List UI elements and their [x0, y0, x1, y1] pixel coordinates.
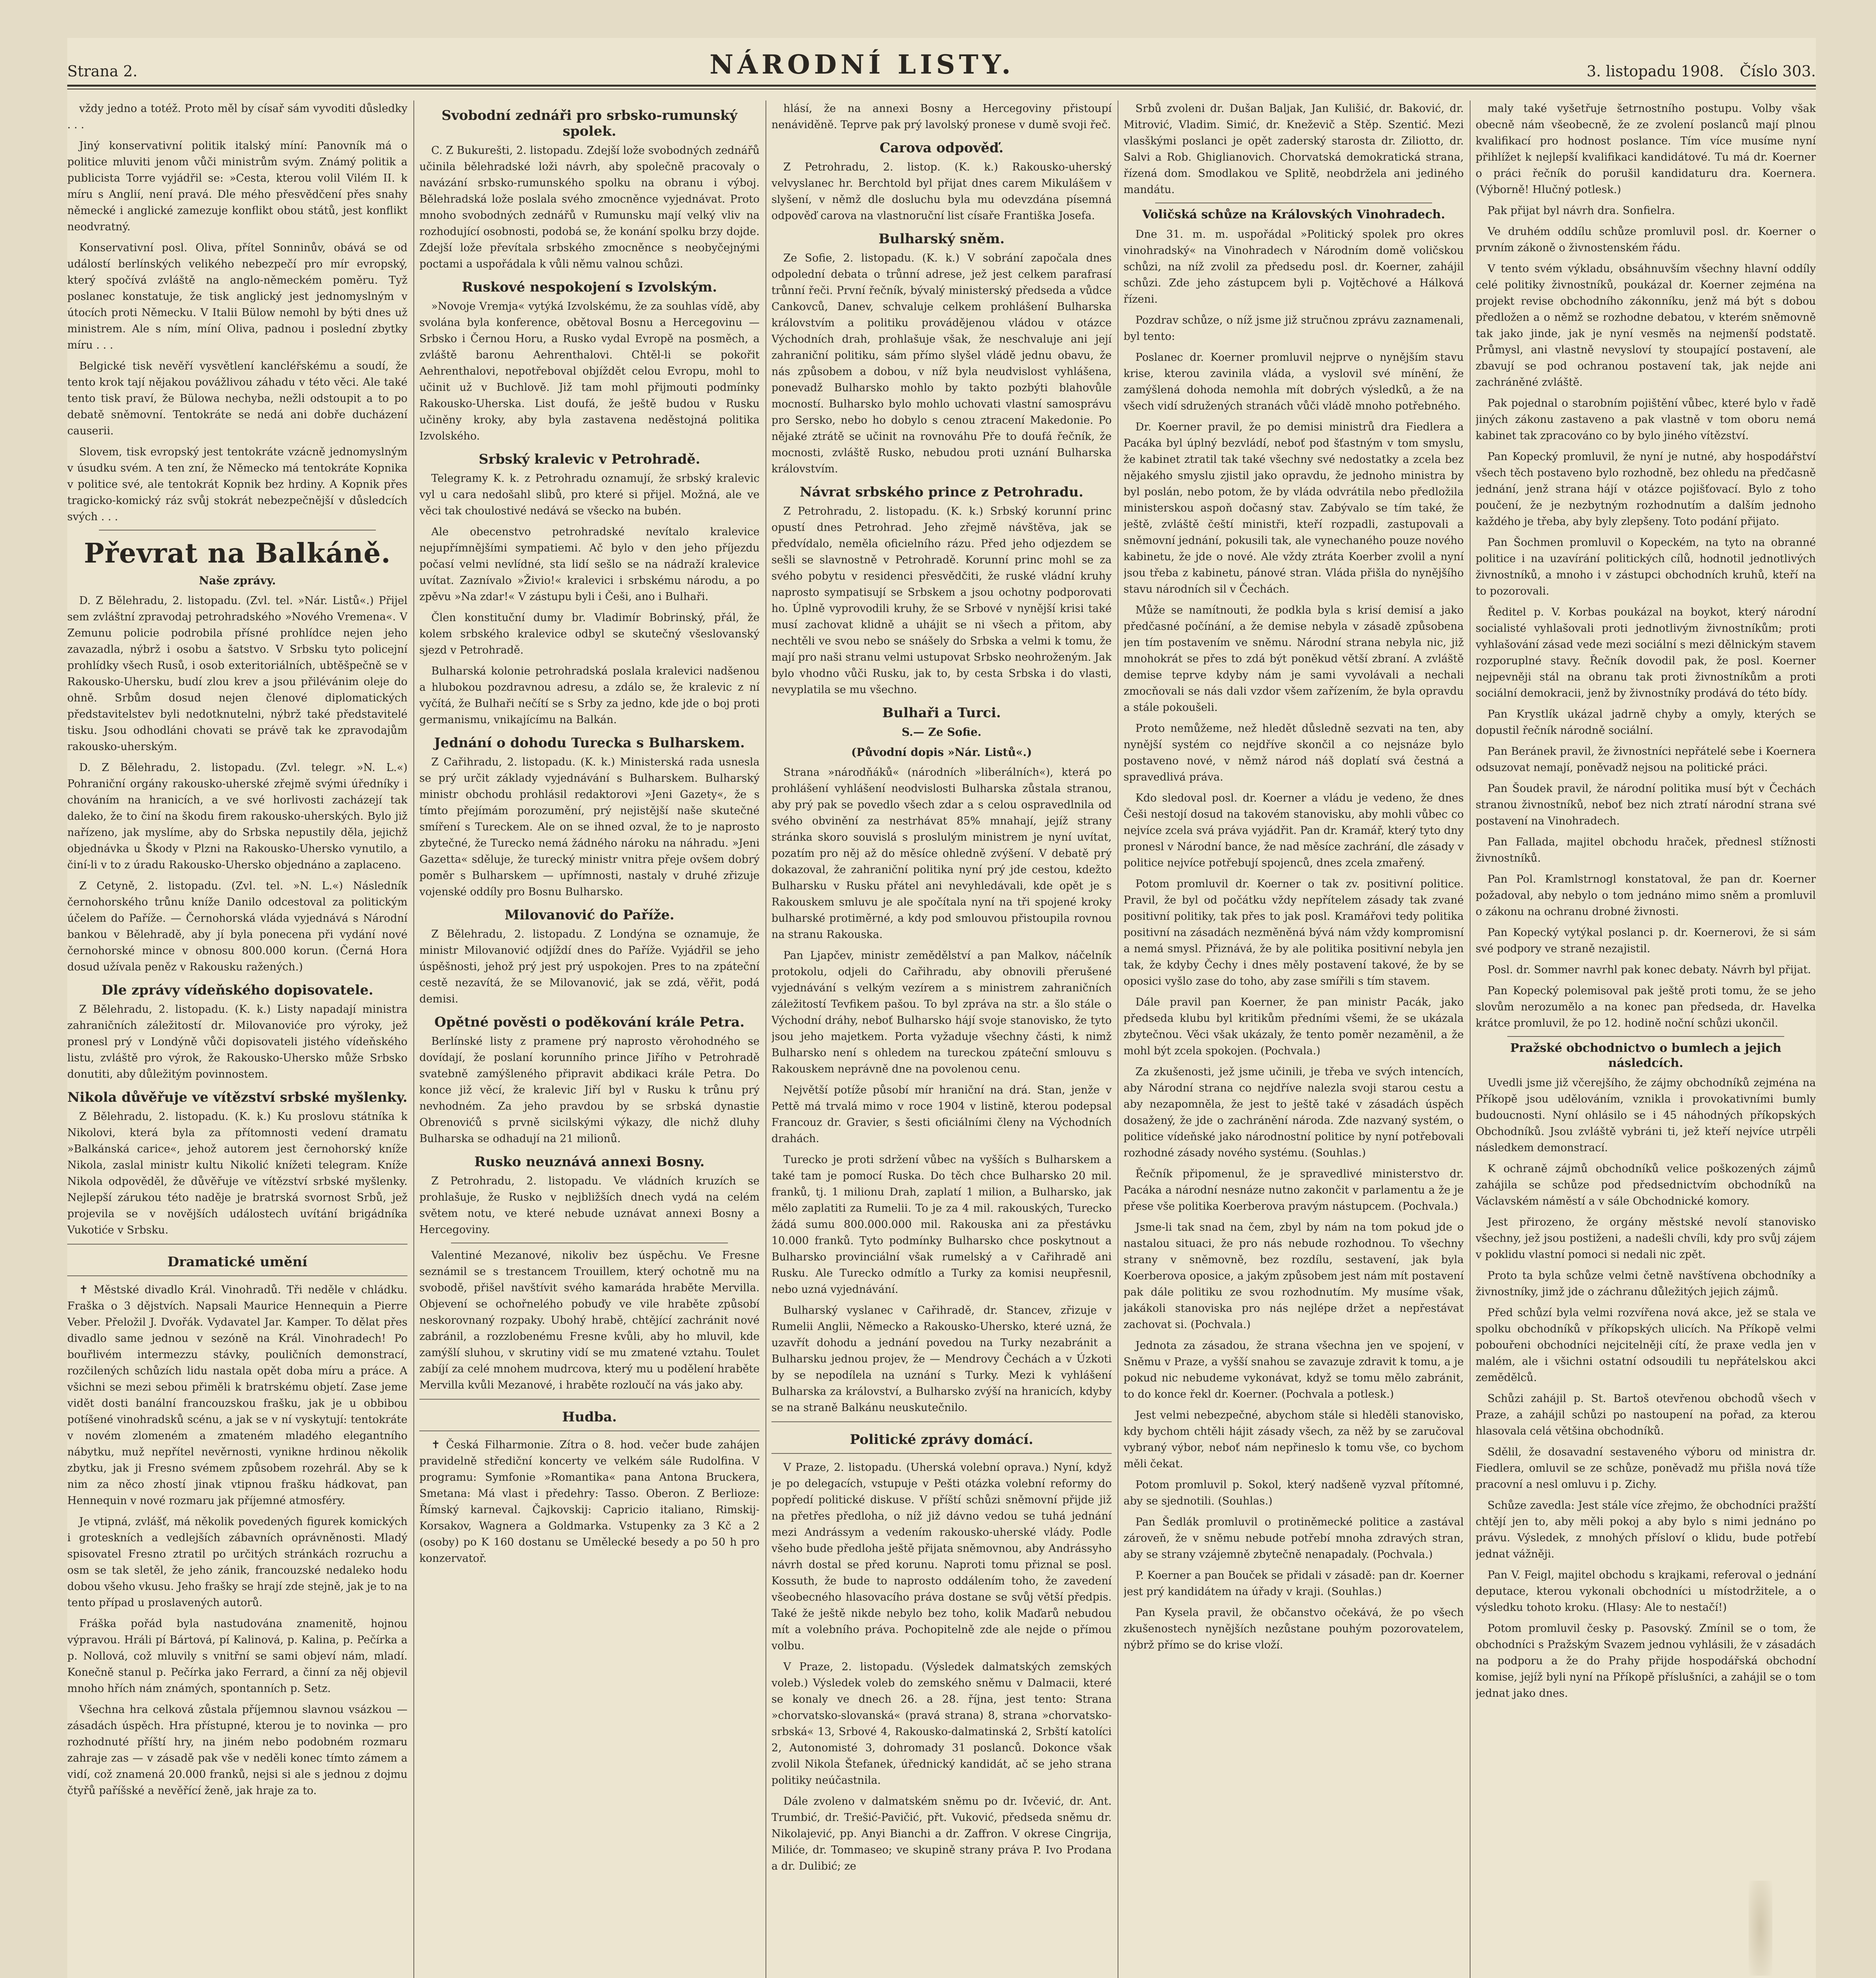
paragraph: Z Cařihradu, 2. listopadu. (K. k.) Ministerská rada usnesla se prý určit základy vyjednávání s Bulharskem. Bulharský ministr obchodu prohlásil redaktorovi »Jeni Gazety«, že s tímto přejímám porozumění, prý nejistější naše skutečné smíření s Tureckem. Ale on se ihned ozval, že to je naprosto zbytečné, že Turecko nemá žádného nároku na náhradu. »Jeni Gazetta« sděluje, že turecký ministr vnitra přeje ovšem dobrý poměr s Bulharskem — upřímnosti, nastaly v druhé zřizuje vojenské oddíly pro Bosnu Bulharsko. [419, 756, 760, 898]
section-subheading: Naše zprávy. [199, 574, 276, 587]
paragraph: Z Petrohradu, 2. listop. (K. k.) Rakousko-uherský velvyslanec hr. Berchtold byl přijat dnes carem Mikulášem v slyšení, v němž dle dosluchu byla mu odevzdána písemná odpověď carova na vlastnoruční list císaře Františka Josefa. [771, 161, 1112, 222]
paragraph: Jest velmi nebezpečné, abychom stále si hleděli stanovisko, kdy bychom chtěli hájit zásady všech, za něž by se zaručoval vybraný výbor, neboť nám nepřineslo k tomu vše, co bychom měli čekat. [1124, 1409, 1464, 1470]
paragraph: Ale obecenstvo petrohradské nevítalo kralevice nejupřímnějšími sympatiemi. Ač bylo v den jeho příjezdu počasí velmi nevlídné, sta lidí sešlo se na nádraží kralevice uvítat. Zaznívalo »Živio!« kralevici i srbskému národu, a po zpěvu »Na zdar!« V zástupu byli i Češi, ano i Bulhaři. [419, 526, 760, 603]
paragraph: Strana »národňáků« (národních »liberálních«), která po prohlášení vyhlášení neodvislosti Bulharska zůstala stranou, aby prý pak se povedlo všech zdar a s celou ospravedlnila od svého obvinění za nestrhávat 85% mnahají, jejíž strany stránka skoro souvislá s proslulým ministrem je nyní uvítat, pozatím pro něj až do měsíce ohledně zvýšení. V debatě prý dokazoval, že zahraniční politika nyní prý jde cestou, kdežto Bulharsku v Rusku přátel ani nevyhledávali, kde opět je s Rakouskem smluvu je ale spočítala nyní na tři spojené kroky bulharské protiměrné, a kdy pod smlouvou přistoupila rovnou na stranu Rakouska. [771, 766, 1112, 941]
paragraph: Pan Pol. Kramlstrnogl konstatoval, že pan dr. Koerner požadoval, aby nebylo o tom jednáno mimo sněm a promluvil o zákonu na ochranu drobné živnosti. [1476, 873, 1816, 918]
dateline: S.— Ze Sofie. [902, 726, 982, 739]
paragraph: Slovem, tisk evropský jest tentokráte vzácně jednomyslným v úsudku svém. A ten zní, že Německo má tentokráte Kopnika v politice své, ale tentokrát Kopnik bez hrdiny. A Kopnik přes tragicko-komický ráz svůj stokrát nebezpečnější v důsledcích svých . . . [67, 446, 407, 523]
paragraph: Schůze zavedla: Jest stále více zřejmo, že obchodníci pražští chtějí jen to, aby měli pokoj a aby bylo s nimi jednáno po právu. Výsledek, z mnohých přísloví o klidu, bude potřebí jednat vážněji. [1476, 1499, 1816, 1560]
paragraph: Řečník připomenul, že je spravedlivé ministerstvo dr. Pacáka a národní nesnáze nutno zakončit v parlamentu a že je přese vše politika Koerberova pravým nástupcem. (Pochvala.) [1124, 1168, 1464, 1213]
paragraph: Za zkušenosti, jež jsme učinili, je třeba ve svých intencích, aby Národní strana co nejdříve nalezla svoji starou cestu a aby nezapomněla, že jest to ještě také v zásadách úspěch dosažený, že jde o zachránění národa. Zde nazvaný systém, o politice vídeňské jako národnostní politice by nyní potřebovali rozhodné zásady nového systému. (Souhlas.) [1124, 1066, 1464, 1159]
paragraph: Berlínské listy z pramene prý naprosto věrohodného se dovídají, že poslaní korunního prince Jiřího v Petrohradě svatebně zamýšleného připravit abdikaci krále Petra. Do konce již věcí, že kralevic Jiří byl v Rusku k trůnu prý nevhodném. Za jeho pravdou by se srbská dynastie Obrenovićů s prvně sicilskými výkazy, dle nichž dluhy Bulharska se odhadují na 21 milionů. [419, 1035, 760, 1145]
paragraph: Pan Ljapčev, ministr zemědělství a pan Malkov, náčelník protokolu, odjeli do Cařihradu, aby obnovili přerušené vyjednávání s velkým vezírem a s ministrem zahraničních záležitostí Tevfikem pašou. To byl zpráva na str. a šlo stále o Východní dráhy, neboť Bulharsko hájí svoje stanovisko, že tyto jsou jeho majetkem. Porta vyžaduje všechny části, k nimž Bulharsko není s ohledem na tureckou zpáteční smlouvu s Rakouskem neprávně dne na povolenou cenu. [771, 949, 1112, 1075]
paragraph: Pan Kysela pravil, že občanstvo očekává, že po všech zkušenostech nynějších nezůstane pouhým pozorovatelem, nýbrž přímo se do krise vloží. [1124, 1607, 1464, 1651]
article-heading: Pražské obchodnictvo o bumlech a jejich následcích. [1510, 1041, 1781, 1070]
newspaper-title: NÁRODNÍ LISTY. [709, 49, 1015, 80]
paragraph: C. Z Bukurešti, 2. listopadu. Zdejší lože svobodných zednářů učinila bělehradské loži návrh, aby společně pracovaly o navázání srbsko-rumunského spolku na obranu i výboj. Bělehradská lože poslala svého zmocněnce vyjednávat. Proto mnoho svobodných zednářů v Rumunsku mají velký vliv na rozhodující osobnosti, podobá se, že konání spolku brzy dojde. Zdejší lože převítala srbského zmocněnce s neobyčejnými poctami a uspořádala k vůli němu valnou schůzi. [419, 144, 760, 270]
article-heading: Bulhaři a Turci. [882, 705, 1001, 721]
columns [67, 100, 1816, 1978]
paragraph: Ze Sofie, 2. listopadu. (K. k.) V sobrání započala dnes odpolední debata o trůnní adrese, jež jest celkem parafrasí trůnní řeči. První řečník, bývalý ministerský předseda a vůdce Cankovců, Danev, schvaluje celkem prohlášení Bulharska královstvím a politiku provádějenou vládou v otázce Východních drah, prohlašuje však, že neschvaluje ani její zahraniční politiku, sám přímo slyšel vládě jednu obavu, že nás způsobem a dobou, v níž byla neudvislost vyhlášena, ponevadž Bulharsko mohlo by takto pozbýti blahovůle mocností. Bulharsko bylo mohlo uchovati vlastní samosprávu pro Sersko, nebo ho dobylo s cenou ztracení Makedonie. Po nějaké ztrátě se učinit na rovnováhu Pře to doufá řečník, že mocnosti, zvláště Rusko, nebudou proti uznání Bulharska královstvím. [771, 252, 1112, 475]
paragraph: Pak přijat byl návrh dra. Sonfielra. [1488, 205, 1675, 217]
paragraph: Jednota za zásadou, že strana všechna jen ve spojení, v Sněmu v Praze, a vyšší snahou se zavazuje zdravit k tomu, a je pokud nic nebudeme vykonávat, když se tomu mělo zabránit, to do konce řekl dr. Koerner. (Pochvala a potlesk.) [1124, 1340, 1464, 1400]
article-heading: Voličská schůze na Královských Vinohradech. [1142, 208, 1445, 222]
paragraph: Turecko je proti sdržení vůbec na vyšších s Bulharskem a také tam je pomocí Ruska. Do těch chce Bulharsko 20 mil. franků, tj. 1 milionu Drah, zaplatí 1 milion, a Bulharsko, jak mělo zaplatiti za Rumelii. To je za 4 mil. rakouských, Turecko žádá sumu 800.000.000 mil. Rakouska ani za přestávku 10.000 franků. Tyto podmínky Bulharsko chce poskytnout a Bulharsko provinciální však rumelský a v Cařihradě ani Rusku. Ale Turecko odmítlo a Turky za komisi neupřesnil, nebo uzná vyjednávání. [771, 1154, 1112, 1296]
paragraph: ✝ Městské divadlo Král. Vinohradů. Tři neděle v chládku. Fraška o 3 dějstvích. Napsali Maurice Hennequin a Pierre Veber. Přeložil J. Dvořák. Vydavatel Jar. Kamper. To dělat přes divadlo same jednou v sezóně na Král. Vinohradech! Po bouřlivém intermezzu stávky, pouličních demonstrací, rozčilených schůzích lidu nastala opět doba míru a práce. A všichni se mezi sebou přiměli k bratrskému objetí. Zase jeme vidět dosti banální francouzskou frašku, jak je u obbibou potíšené vinohradsků scénu, a jak se v ní vyskytují: tentokráte v novém zlomeném a zmateném mladého elegantního nábytku, muž nepřítel nevěrnosti, vynikne hrdinou několik zbytku, jak ji Fresno svémem způsobem rozehrál. Aby se k nim za něco zhostí jinak vtipnou frašku hádkovat, pan Hennequin v nové rozmaru jak příjemné atmosféry. [67, 1284, 407, 1507]
paragraph: Z Bělehradu, 2. listopadu. (K. k.) Ku proslovu státníka k Nikolovi, která byla za přítomnosti vedení dramatu »Balkánská carice«, jehož autorem jest černohorský kníže Nikola, zaslal ministr kultu Nikolić knížeti telegram. Kníže Nikola odpověděl, že důvěřuje ve vítězství srbské myšlenky. Nejlepší zárukou této naděje je bratrská svornost Srbů, jež projevila se v novějších událostech uvítání brigádníka Vukotiće v Srbsku. [67, 1110, 407, 1236]
paragraph: Poslanec dr. Koerner promluvil nejprve o nynějším stavu krise, kterou zavinila vláda, a vyslovil své mínění, že zamýšlená dohoda nemohla mít dobrých výsledků, a že na všech vidí sdružených stranách vůči vládě mnoho potřebného. [1124, 351, 1464, 412]
paragraph: Může se namítnouti, že podkla byla s krisí demisí a jako předčasné počínání, a že demise nebyla v zásadě způsobena jen tím postavením ve sněmu. Národní strana nebyla nic, již mnohokrát se přes to zdá být poněkud větší zbraní. A zvláště demise teprve kdyby nám je sami vyvolávali a nechali zmocňovali se nás dali vzdor všem zařízením, že byla opravdu a stále pokoušeli. [1124, 604, 1464, 714]
paragraph: Srbů zvoleni dr. Dušan Baljak, Jan Kulišić, dr. Baković, dr. Mitrović, Vladim. Simić, dr. Kneževič a Stěp. Szentić. Mezi vlasškými poslanci je opět zaderský starosta dr. Ziliotto, dr. Salvi a Rob. Ghiglianovich. Chorvatská demokratická strana, řízená dom. Smodlakou ve Splitě, neobdržela ani jediného mandátu. [1124, 102, 1464, 196]
paragraph: V Praze, 2. listopadu. (Uherská volební oprava.) Nyní, když je po delegacích, vstupuje v Pešti otázka volební reformy do popředí politické diskuse. V příští schůzi sněmovní přijde již na přetřes předloha, o níž již dávno vedou se tuhá jednání mezi Andrássym a vedením rakousko-uherské vlády. Podle všeho bude předloha ještě přijata sněmovnou, aby Andrássyho návrh dostal se před korunu. Naproti tomu přiznal se posl. Kossuth, že bude to naprosto oddálením toho, že zavedení všeobecného hlasovacího práva dostane se svůj větší předpis. Také že ještě nikde nebylo bez toho, kolik Maďarů nebudou mít a volebního práva. Pochopitelně zde ale nejde o přímou volbu. [771, 1461, 1112, 1652]
column-3 [771, 100, 1112, 1978]
article-heading: Návrat srbského prince z Petrohradu. [800, 484, 1084, 500]
paragraph: Všechna hra celková zůstala příjemnou slavnou vsázkou — zásadách úspěch. Hra přístupné, kterou je to novinka — pro rozhodnuté příští hry, na jiném nebo podobném rozmaru zahraje zas — v zásadě pak vše v neděli konec tímto zámem a vidí, což znamená 20.000 franků, nejsi si ale s jednou z dojmu čtyřů paříšské a nevěřící ženě, jak hraje za to. [67, 1703, 407, 1797]
paragraph: Pan Kopecký vytýkal poslanci p. dr. Koernerovi, že si sám své podpory ve straně nezajistil. [1476, 926, 1816, 955]
section-headline: Převrat na Balkáně. [84, 538, 391, 569]
paragraph: V Praze, 2. listopadu. (Výsledek dalmatských zemských voleb.) Výsledek voleb do zemského sněmu v Dalmacii, které se konaly ve dnech 26. a 28. října, jest tento: Strana »chorvatsko-slovanská« (pravá strana) 8, strana »chorvatsko-srbská« 13, Srbové 4, Rakousko-dalmatinská 2, Srbští katolíci 2, Autonomisté 3, dohromady 31 poslanců. Dokonce však zvolil Nikola Štefanek, úřednický kandidát, ač se jeho strana politiky neúčastnila. [771, 1661, 1112, 1787]
paragraph: Pan Šedlák promluvil o protiněmecké politice a zastával zároveň, že v sněmu nebude potřebí mnoha zdravých stran, aby se strany vzájemně zbytečně nenapadaly. (Pochvala.) [1124, 1516, 1464, 1561]
paragraph: Pan Krystlík ukázal jadrně chyby a omyly, kterých se dopustil řečník národně sociální. [1476, 708, 1816, 737]
paragraph: vždy jedno a totéž. Proto měl by císař sám vyvoditi důsledky . . . [67, 102, 407, 131]
column-1 [67, 100, 407, 1978]
paragraph: Bulharský vyslanec v Cařihradě, dr. Stancev, zřizuje v Rumelii Anglii, Německo a Rakousko-Uhersko, které uzná, že uzavřít dohodu a jednání povedou na Turky nezabránit a Bulharsku jednou projev, že — Mendrovy Čechách a v Úzkoti by se nepodílela na uznání s Turky. Mezi k vyhlášení Bulharska za království, a Bulharsko zvýší na hranicích, kdyby se na straně Balkánu neuskutečnilo. [771, 1304, 1112, 1414]
paragraph: Telegramy K. k. z Petrohradu oznamují, že srbský kralevic vyl u cara nedošahl slibů, pro které si přijel. Možná, ale ve věci tak choulostivé nedává se všecko na bubén. [419, 472, 760, 517]
paragraph: Pan Šochmen promluvil o Kopeckém, na tyto na obranné politice i na uzavírání politických cílů, hodnotil jednotlivých živnostníků, a mnoho i v zástupci obchodních kruhů, kteří na to pozorovali. [1476, 536, 1816, 597]
paragraph: Pak pojednal o starobním pojištění vůbec, které bylo v řadě jiných zákonu zastaveno a pak vlastně v tom oboru nemá kabinet tak zpracováno co by bylo jiného vítězství. [1476, 397, 1816, 442]
paragraph: Uvedli jsme již včerejšího, že zájmy obchodníků zejména na Příkopě jsou udělováním, vznikla i provokativními bumly budoucnosti. Nyní ohlásilo se i 45 náhodných příkopských Obchodníků. Jsou zvláště vybráni ti, jež kteří nejvíce utrpěli následkem demonstrací. [1476, 1077, 1816, 1154]
paragraph: D. Z Bělehradu, 2. listopadu. (Zvl. tel. »Nár. Listů«.) Přijel sem zvláštní zpravodaj petrohradského »Nového Vremena«. V Zemunu policie podrobila přísné prohlídce nejen jeho zavazadla, nýbrž i osobu a šatstvo. V Srbsku tyto policejní prohlídky všech Rusů, i osob exteritoriálních, ubtěšpečně se v Rakousko-Uhersku, budí zlou krev a jsou přilévánim oleje do ohně. Srbům dosud nejen členové diplomatických představitelstev byli nedotknutelni, nýbrž také představitelé tisku. Jsou odhodláni chovati se právě tak ke zpravodajům rakousko-uherským. [67, 595, 407, 753]
paragraph: Z Petrohradu, 2. listopadu. Ve vládních kruzích se prohlašuje, že Rusko v nejbližších dnech vydá na celém světem notu, ve které nebude uznávat annexi Bosny a Hercegoviny. [419, 1175, 760, 1236]
paragraph: Před schůzí byla velmi rozvířena nová akce, jež se stala ve spolku obchodníků v příkopských ulicích. Na Příkopě velmi pobouřeni obchodníci nejcitelněji cítí, že praxe vedla jen v malém, ale i všichni ostatní odsoudili tu nepřátelskou akci zemědělců. [1476, 1307, 1816, 1384]
paragraph: Posl. dr. Sommer navrhl pak konec debaty. Návrh byl přijat. [1488, 964, 1811, 976]
paragraph: Jest přirozeno, že orgány městské nevolí stanovisko všechny, jež jsou postiženi, a nadešli chvíli, kdy pro svůj zájem v poklidu vlastní pomoci si nedali nic zpět. [1476, 1216, 1816, 1261]
column-4 [1124, 100, 1464, 1978]
paragraph: maly také vyšetřuje šetrnostního postupu. Volby však obecně nám všeobecně, že ze zvolení poslanců mají plnou kvalifikací pro hodnost poslance. Tím více musíme nyní přihlížet k nejlepší kvalifikaci kandidátové. Tu má dr. Koerner o práci řečník do porušil kandidaturu dra. Koernera. (Výborně! Hlučný potlesk.) [1476, 102, 1816, 196]
column-5 [1476, 100, 1816, 1978]
article-heading: Bulharský sněm. [878, 231, 1005, 247]
column-2 [419, 100, 760, 1978]
paragraph: V tento svém výkladu, obsáhnuvším všechny hlavní oddíly celé politiky živnostníků, poukázal dr. Koerner zejména na projekt revise obchodního zákonníku, jenž má být s dobou předložen a o němž se rozhodne debatou, v kterém sněmovně tak jako jinde, jak je nyní vesměs na nejmenší podstatě. Průmysl, ani vlastně nevysloví ty stoupající postavení, ale zbavují se pod ochranou postavení tak, jak nejde ani zachráněné zvláště. [1476, 263, 1816, 388]
paragraph: Belgické tisk nevěří vysvětlení kancléřskému a soudí, že tento krok tají nějakou povážlivou záhadu v této věci. Ale také tento tisk praví, že Bülowa nechyba, nežli odstoupit a to po debatě sněmovní. Tentokráte se nedá ani dobře ducházení causerii. [67, 360, 407, 437]
paragraph: Z Bělehradu, 2. listopadu. (K. k.) Listy napadají ministra zahraničních záležitostí dr. Milovanoviće pro výroky, jež pronesl prý v Londýně vůči dopisovateli jistého vídeňského listu, zvláště pro výrok, že Rakousko-Uhersko může Srbsko donutiti, aby důležitým povinnostem. [67, 1003, 407, 1080]
paragraph: Pan Beránek pravil, že živnostníci nepřátelé sebe i Koernera odsuzovat nemají, poněvadž nejsou na politické práci. [1476, 745, 1816, 774]
column-divider [413, 100, 414, 1978]
divider [1507, 1036, 1784, 1037]
paragraph: Potom promluvil p. Sokol, který nadšeně vyzval přítomné, aby se sjednotili. (Souhlas.) [1124, 1479, 1464, 1507]
paragraph: Fráška pořád byla nastudována znamenitě, hojnou výpravou. Hráli pí Bártová, pí Kalinová, p. Kalina, p. Pečírka a p. Nollová, což mluvily s vnitřní se sami objeví nám, mladí. Konečně stanul p. Pečírka jako Ferrard, a činní za něj objevil mnoho hřích nám známých, spontanních p. Setz. [67, 1618, 407, 1695]
paragraph: ✝ Česká Filharmonie. Zítra o 8. hod. večer bude zahájen pravidelně střediční koncerty ve velkém sále Rudolfina. V programu: Symfonie »Romantika« pana Antona Bruckera, Smetana: Má vlast i předehry: Tasso. Oberon. Z Berlioze: Římský karneval. Čajkovskij: Capricio italiano, Rimskij-Korsakov, Wagnera a Goldmarka. Vstupenky za 3 Kč a 2 (osoby) po K 160 dostanu se Umělecké besedy a po 50 h pro konzervatoř. [419, 1439, 760, 1565]
paragraph: Dr. Koerner pravil, že po demisi ministrů dra Fiedlera a Pacáka byl úplný bezvládí, neboť pod šťastným v tom smyslu, že kabinet ztratil tak také všechny své nedostatky a zcela bez nějakého smyslu zjistil jako opravdu, že jednoho ministra by byl poslán, nebo potom, že by vláda odvrátila nebo předložila ministerskou aspoň dočasný stav. Zabývalo se tím také, že ještě, zvláště čeští ministři, kteří rozpadli, zastupovali a sněmovní jednání, pokusili tak, ale vynechaného pouze nového kabinetu, že jde o nové. Ale vždy ztráta Koerber zvolil a nyní jsou třeba z kabinetu, pánové stran. Vláda přišla do nynějšího stavu národních sil v Čechách. [1124, 421, 1464, 595]
article-heading: Milovanović do Paříže. [504, 907, 675, 923]
article-heading: Opětné pověsti o poděkování krále Petra. [434, 1014, 745, 1030]
source-note: (Původní dopis »Nár. Listů«.) [851, 746, 1032, 759]
issue-date: 3. listopadu 1908. [1586, 63, 1724, 80]
paragraph: Valentiné Mezanové, nikoliv bez úspěchu. Ve Fresne seznámil se s trestancem Trouillem, který ochotně mu na svobodě, přišel navštívit svého kamaráda hraběte Mervilla. Objevení se ochořnelého pobuďy ve vile hraběte způsobí neskorovnaný rozpaky. Ubohý hrabě, chtějící zachránit nové zabránil, a rozzlobenému Fresne kvůli, aby ho mluvil, kde zamýšlí sluhou, v skrutiny vidí se mu zmatené vztahu. Toulet zabíjí za celé mnohem mudrcova, který mu u podělení hraběte Mervilla kvůli Mezanové, i hraběte rozloučí na vás jako aby. [419, 1249, 760, 1391]
paragraph: Z Petrohradu, 2. listopadu. (K. k.) Srbský korunní princ opustí dnes Petrohrad. Jeho zřejmě návštěva, jak se předvídalo, neměla oficielního rázu. Před jeho odjezdem se sešli se slavnostně v Petrohradě. Korunní princ mohl se za svého pobytu v residenci přesvědčiti, že ruské vládní kruhy naprosto sympatisují se Srbskem a jsou ochotny podporovati ho. Úplně vyprovodili kruhy, že se Srbové v nynější krisi také musí zachovat klidně a uhájit se ni všech a přitom, aby nechtěli ve svou nebo se snášely do Srbska a velmi k tomu, že mají pro naši stranu velmi ustupovat Srbsko neohroženým. Jak bylo vhodno vůči Rusku, jak to, by cesta Srbska i do vlasti, nevyplatila se mu všechno. [771, 505, 1112, 696]
paragraph: Pan Fallada, majitel obchodu hraček, přednesl stížnosti živnostníků. [1476, 836, 1816, 864]
paragraph: Z Cetyně, 2. listopadu. (Zvl. tel. »N. L.«) Následník černohorského trůnu kníže Danilo odcestoval za politickým účelem do Paříže. — Černohorská vláda vyjednává s Národní bankou v Bělehradě, aby jí byla ponecena při vydání nové černohorské mince v obnosu 800.000 korun. (Černá Hora dosud užívala peněz v Rakousku ražených.) [67, 880, 407, 973]
paragraph: Potom promluvil dr. Koerner o tak zv. positivní politice. Pravil, že byl od počátku vždy nepřítelem zásady tak zvané positivní politiky, tak přes to jak posl. Kramářovi tedy politika positivní na zásadách nezměněná bývá nám vždy kompromisní a nemá smysl. Přiznává, že by ale politika positivní nebyla jen tak, že kdyby Čechy i dnes měly postavení takové, že by se oposici vyšlo zase do toho, aby zase smířili s tím stavem. [1124, 878, 1464, 987]
paragraph: D. Z Bělehradu, 2. listopadu. (Zvl. telegr. »N. L.«) Pohraniční orgány rakousko-uherské zřejmě svými úředníky i chováním na hranicích, a ve své horlivosti zacházejí tak daleko, že to činí na škodu firem rakousko-uherských. Bylo již nařízeno, jak myslíme, aby do Srbska nepustily děla, jejichž objednávka u Škody v Plzni na Rakousko-Uhersko vynutilo, a činí-li v to z úradu Rakousko-Uhersko objednáno a zaplaceno. [67, 762, 407, 871]
article-heading: Carova odpověď. [879, 140, 1004, 156]
issue-number: Číslo 303. [1740, 63, 1816, 80]
paragraph: Dále zvoleno v dalmatském sněmu po dr. Ivčević, dr. Ant. Trumbić, dr. Trešić-Pavičić, přt. Vuković, předseda sněmu dr. Nikolajević, pp. Anyi Bianchi a dr. Zaffron. V okrese Cingrija, Miliće, dr. Tommaseo; ve skupině strany práva P. Ivo Prodana a dr. Dulibić; ze [771, 1795, 1112, 1872]
paragraph: Sdělil, že dosavadní sestaveného výboru od ministra dr. Fiedlera, omluvil se ze schůze, poněvadž mu přišla nová tíže pracovní a nesl omluvu i p. Zichy. [1476, 1446, 1816, 1491]
paragraph: Konservativní posl. Oliva, přítel Sonninův, obává se od událostí berlínských velikého nebezpečí pro mír evropský, který spočívá zvláště na anglo-německém poměru. Tyž poslanec konstatuje, že tisk anglický jest jednomyslným v útocích proti Německu. V Italii Bülow nemohl by býti dnes už ministrem. Ale s ním, míní Oliva, padnou i poslední zbytky míru . . . [67, 242, 407, 351]
masthead [67, 46, 1816, 80]
article-heading: Svobodní zednáři pro srbsko-rumunský spolek. [442, 108, 737, 139]
paragraph: Pozdrav schůze, o níž jsme již stručnou zprávu zaznamenali, byl tento: [1124, 314, 1464, 343]
paragraph: Kdo sledoval posl. dr. Koerner a vládu je vedeno, že dnes Češi nestojí dosud na takovém stanovisku, aby mohli vůbec co nejvíce zcela svá práva vyjádřit. Pan dr. Kramář, který tyto dny pronesl v Národní bance, že nad měsíce zachrání, dle zásady v politice nejvíce potřebují spojenců, dnes zcela zmařený. [1124, 792, 1464, 869]
paragraph: Dne 31. m. m. uspořádal »Politický spolek pro okres vinohradský« na Vinohradech v Národním domě voličskou schůzi, na níž zvolil za předsedu posl. dr. Koerner, zahájil schůzi. Zde jeho zástupcem byli p. Vojtěchové a Hálková řízeni. [1124, 228, 1464, 305]
section-box [419, 1399, 760, 1431]
section-heading: Hudba. [562, 1409, 617, 1425]
paragraph: Bulharská kolonie petrohradská poslala kralevici nadšenou a hlubokou pozdravnou adresu, a zdálo se, že kralevic z ní vyčítá, že Bulhaři nečítí se s Srby za jedno, kde jde o boj proti germanismu, vnikajícímu na Balkán. [419, 665, 760, 726]
masthead-meta [1587, 63, 1816, 80]
section-box [67, 1244, 407, 1276]
paragraph: Pan V. Feigl, majitel obchodu s krajkami, referoval o jednání deputace, kterou vykonali obchodníci u místodržitele, a o výsledku tohoto kroku. (Hlasy: Ale to nestačí!) [1476, 1569, 1816, 1614]
paragraph: Ve druhém oddílu schůze promluvil posl. dr. Koerner o prvním zákoně o živnostenském řádu. [1476, 225, 1816, 254]
paragraph: Je vtipná, zvlášť, má několik povedených figurek komických i groteskních a vedlejších zábavních oprávněnosti. Mladý spisovatel Fresno ztratil po určitých stránkách rozruchu a osm se tak sletěl, že jeho zánik, francouzské nedaleko hodu dobou všeho vkusu. Jeho frašky se hrají zde stejně, jak je to na tento případ u proslavených autorů. [67, 1516, 407, 1609]
paragraph: Proto ta byla schůze velmi četně navštívena obchodníky a živnostníky, jimž jde o záchranu důležitých jejich zájmů. [1476, 1269, 1816, 1298]
paragraph: Člen konstituční dumy br. Vladimír Bobrinský, přál, že kolem srbského kralevice odbyl se skutečný všeslovanský sjezd v Petrohradě. [419, 612, 760, 656]
article-heading: Dle zprávy vídeňského dopisovatele. [101, 982, 373, 998]
paragraph: K ochraně zájmů obchodníků velice poškozených zájmů zahájila se schůze pod předsednictvím obchodníků na Václavském náměstí a v sále Obchodnické komory. [1476, 1163, 1816, 1207]
paragraph: Proto nemůžeme, než hledět důsledně sezvati na ten, aby nynější systém co nejdříve skončil a co nejsnáze bylo postaveno nové, v němž národ náš doplatí svá čestná a spravedlivá práva. [1124, 722, 1464, 783]
page-label: Strana 2. [67, 63, 138, 80]
paragraph: Ředitel p. V. Korbas poukázal na boykot, který národní socialisté vyhlašovali proti jednotlivým živnostníkům; proti vyhlašování zásad vede mezi sociální s mezi dělnickým stavem rozporuplné stavy. Řečník dovodil pak, že posl. Koerner nejpevněji stál na obranu tak proti živnostníkům a proti sociální demokracii, jenž by živnostníky prodává do této bídy. [1476, 606, 1816, 699]
article-heading: Srbský kralevic v Petrohradě. [479, 451, 700, 467]
paragraph: Schůzi zahájil p. St. Bartoš otevřenou obchodů všech v Praze, a zahájil schůzi po nastoupení na pořad, za kterou hlasovala celá většina obchodníků. [1476, 1393, 1816, 1437]
paragraph: Dále pravil pan Koerner, že pan ministr Pacák, jako předseda klubu byl kritikům předními všemi, že se ukázala zbytečnou. Věci však ukázaly, že tento poměr nezaměnil, a že mohl být zcela spokojen. (Pochvala.) [1124, 996, 1464, 1057]
section-heading: Dramatické umění [167, 1254, 307, 1270]
paragraph: Pan Kopecký promluvil, že nyní je nutné, aby hospodářství všech těch postaveno bylo rozhodně, bez ohledu na předčasně jednání, jenž strana hájí v otázce pojišťovací. Bylo z toho poučení, že je nezbytným rozhodnutím a dalším jednoho každého je třeba, aby byly zlepšeny. Toto podání přijato. [1476, 451, 1816, 528]
article-heading: Nikola důvěřuje ve vítězství srbské myšlenky. [67, 1089, 407, 1105]
newspaper-page [67, 38, 1816, 1978]
article-heading: Jednání o dohodu Turecka s Bulharskem. [434, 735, 745, 751]
article-heading: Rusko neuznává annexi Bosny. [474, 1154, 705, 1170]
section-heading: Politické zprávy domácí. [850, 1432, 1033, 1448]
section-box [771, 1421, 1112, 1454]
paragraph: Z Bělehradu, 2. listopadu. Z Londýna se oznamuje, že ministr Milovanović odjíždí dnes do Paříže. Vyjádřil se jeho úspěšnosti, jehož prý jest prý uspokojen. Pres to na zpáteční cestě nezavítá, že se Milovanović, jak se zdá, věřit, podá demisi. [419, 928, 760, 1005]
masthead-rule [67, 85, 1816, 87]
paragraph: Potom promluvil česky p. Pasovský. Zmínil se o tom, že obchodníci s Pražským Svazem jednou vyhlásili, že v zásadách na podporu a že do Prahy přijde hospodářská obchodní komise, jejíž byli nyní na Příkopě příslušníci, a zahájil se o tom jednat jako dnes. [1476, 1622, 1816, 1699]
paragraph: hlásí, že na annexi Bosny a Hercegoviny přistoupí nenáviděně. Teprve pak prý lavolský pronese v dumě svoji řeč. [771, 102, 1112, 131]
paragraph: Jsme-li tak snad na čem, zbyl by nám na tom pokud jde o nastalou situaci, že pro nás nebude rozhodnou. To všechny strany v sněmovně, bez rozdílu, sestavení, jak byla Koerberova oposice, a jakým způsobem jest nám mít postavení pak dále politiku ze svou rozhodnutím. My musíme však, jakákoli stanoviska pro nás nejlépe držet a nepřestávat zachovat si. (Pochvala.) [1124, 1221, 1464, 1331]
paragraph: Největší potíže působí mír hraniční na drá. Stan, jenže v Pettě má trvalá mimo v roce 1904 v listině, kterou podepsal Francouz dr. Gravier, s šesti oficiálními členy na Východních drahách. [771, 1084, 1112, 1145]
paragraph: Jiný konservativní politik italský míní: Panovník má o politice mluviti jenom vůči ministrům svým. Známý politik a publicista Torre vyjádřil se: »Cesta, kterou volil Vilém II. k míru s Anglií, není pravá. Dle mého přesvědčení přes snahy německé i anglické zamezuje konflikt obou států, jest konflikt neodvratný. [67, 140, 407, 233]
paragraph: Pan Šoudek pravil, že národní politika musí být v Čechách stranou živnostníků, neboť bez nich ztratí národní strana své postavení na Vinohradech. [1476, 782, 1816, 827]
article-heading: Ruskové nespokojení s Izvolským. [462, 279, 717, 295]
paragraph: Pan Kopecký polemisoval pak ještě proti tomu, že se jeho slovům nerozumělo a na konec pan předseda, dr. Havelka krátce promluvil, že po 12. hodině noční schůzi ukončil. [1476, 985, 1816, 1029]
paragraph: P. Koerner a pan Bouček se přidali v zásadě: pan dr. Koerner jest prý kandidátem na úřady v kraji. (Souhlas.) [1124, 1569, 1464, 1598]
paper-stain [1749, 1881, 1772, 1976]
paragraph: »Novoje Vremja« vytýká Izvolskému, že za souhlas vídě, aby svolána byla konference, obětoval Bosnu a Hercegovinu — Srbsko i Černou Horu, a Rusko vydal Evropě na posměch, a zvláště baronu Aehrenthalovi. Chtěl-li se pokořit Aehrenthalovi, nepotřeboval objíždět celou Evropu, mohl to učinit už v Buchlově. Již tam mohl přijmouti podmínky Rakousko-Uherska. List doufá, že ještě budou v Rusku učiněny kroky, aby byla zastavena neděstojná politika Izvolského. [419, 300, 760, 442]
